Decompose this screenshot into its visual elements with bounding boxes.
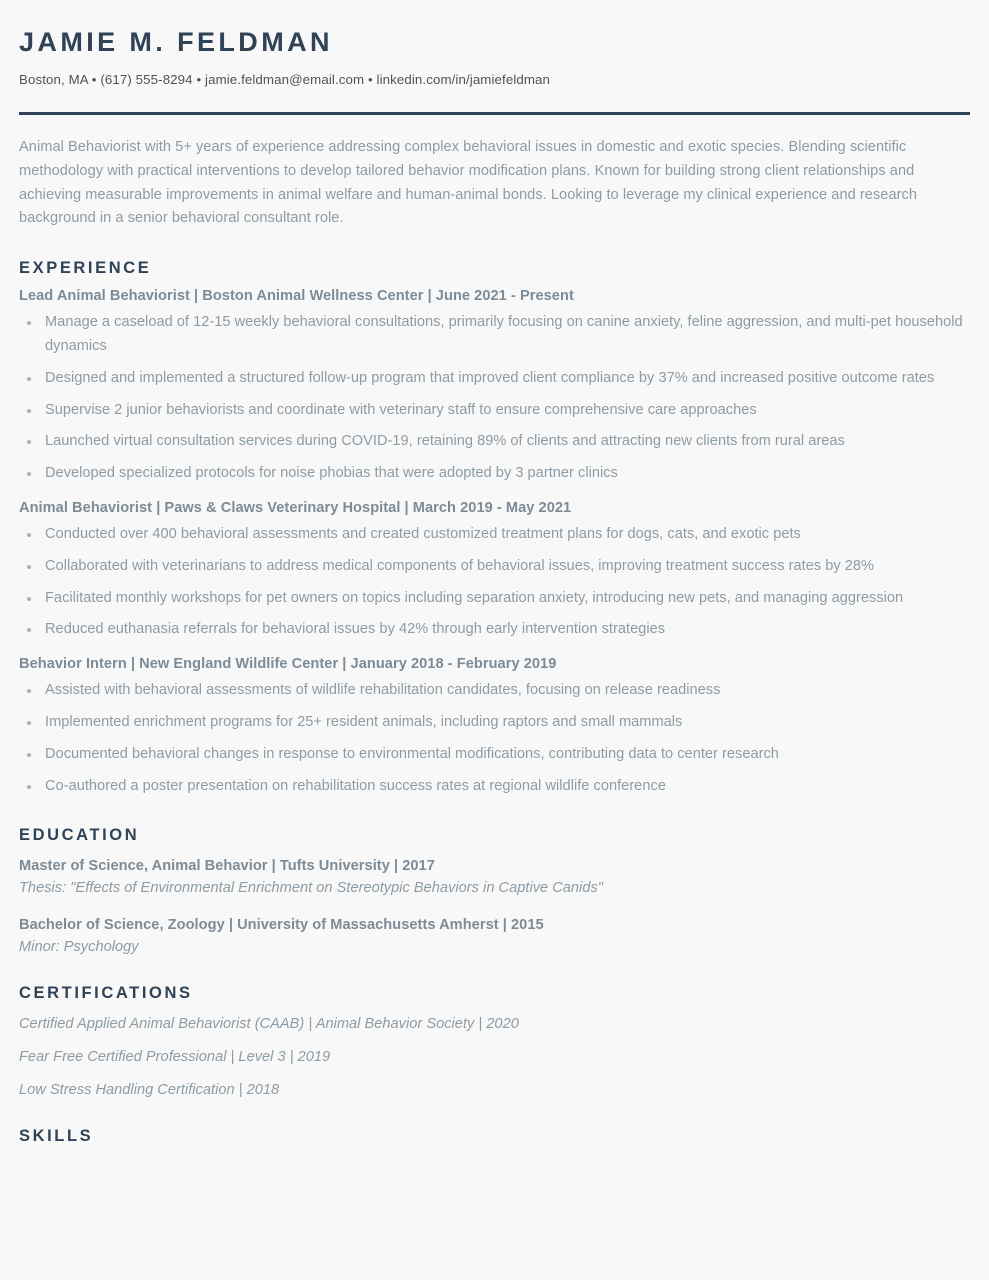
experience-entry: [19, 288, 970, 486]
experience-entry: [19, 500, 970, 642]
education-degree: Master of Science, Animal Behavior | Tufts University | 2017: [19, 858, 435, 875]
contact-line: Boston, MA • (617) 555-8294 • jamie.feldman@email.com • linkedin.com/in/jamiefeldman: [19, 72, 551, 88]
list-item: Collaborated with veterinarians to address medical components of behavioral issues, improving treatment success rates by 28%: [19, 555, 970, 579]
list-item: Facilitated monthly workshops for pet owners on topics including separation anxiety, introducing new pets, and managing aggression: [19, 587, 970, 611]
list-item: Documented behavioral changes in response to environmental modifications, contributing data to center research: [19, 743, 970, 767]
list-item: Supervise 2 junior behaviorists and coordinate with veterinary staff to ensure comprehensive care approaches: [19, 399, 970, 423]
list-item: Launched virtual consultation services during COVID-19, retaining 89% of clients and attracting new clients from rural areas: [19, 430, 970, 454]
education-section: [19, 855, 970, 959]
list-item: Low Stress Handling Certification | 2018: [19, 1082, 280, 1099]
list-item: Fear Free Certified Professional | Level 3 | 2019: [19, 1049, 331, 1066]
list-item: Implemented enrichment programs for 25+ resident animals, including raptors and small mammals: [19, 711, 970, 735]
job-title: Animal Behaviorist | Paws & Claws Veterinary Hospital | March 2019 - May 2021: [19, 500, 572, 517]
section-heading-skills: SKILLS: [19, 1127, 94, 1146]
list-item: Co-authored a poster presentation on rehabilitation success rates at regional wildlife conference: [19, 775, 970, 799]
section-heading-experience: EXPERIENCE: [19, 259, 152, 278]
job-bullet-list: [19, 311, 970, 486]
education-entry: [19, 855, 970, 900]
list-item: Manage a caseload of 12-15 weekly behavioral consultations, primarily focusing on canine anxiety, feline aggression, and multi-pet household dynamics: [19, 311, 970, 359]
list-item: Developed specialized protocols for noise phobias that were adopted by 3 partner clinics: [19, 462, 970, 486]
education-entry: [19, 914, 970, 959]
list-item: Assisted with behavioral assessments of wildlife rehabilitation candidates, focusing on release readiness: [19, 679, 970, 703]
education-degree: Bachelor of Science, Zoology | University of Massachusetts Amherst | 2015: [19, 917, 544, 934]
job-bullet-list: [19, 679, 970, 798]
section-heading-certifications: CERTIFICATIONS: [19, 984, 193, 1003]
header-divider: [19, 112, 970, 115]
professional-summary: Animal Behaviorist with 5+ years of experience addressing complex behavioral issues in domestic and exotic species. Blending scientific methodology with practical interventions to develop tailored behavior modification plans. Known for building strong client relationships and achieving measurable improvements in animal welfare and human-animal bonds. Looking to leverage my clinical experience and research background in a senior behavioral consultant role.: [19, 139, 918, 227]
experience-section: [19, 288, 970, 798]
education-detail: Minor: Psychology: [19, 939, 139, 956]
list-item: Conducted over 400 behavioral assessments and created customized treatment plans for dogs, cats, and exotic pets: [19, 523, 970, 547]
job-title: Behavior Intern | New England Wildlife Center | January 2018 - February 2019: [19, 656, 557, 673]
job-title: Lead Animal Behaviorist | Boston Animal Wellness Center | June 2021 - Present: [19, 288, 574, 305]
section-heading-education: EDUCATION: [19, 826, 140, 845]
education-detail: Thesis: "Effects of Environmental Enrichment on Stereotypic Behaviors in Captive Canids": [19, 880, 603, 897]
list-item: Certified Applied Animal Behaviorist (CAAB) | Animal Behavior Society | 2020: [19, 1016, 519, 1033]
list-item: Designed and implemented a structured follow-up program that improved client compliance by 37% and increased positive outcome rates: [19, 367, 970, 391]
page-title: JAMIE M. FELDMAN: [19, 27, 333, 57]
certifications-section: [19, 1013, 970, 1102]
job-bullet-list: [19, 523, 970, 642]
experience-entry: [19, 656, 970, 798]
list-item: Reduced euthanasia referrals for behavioral issues by 42% through early intervention strategies: [19, 618, 970, 642]
